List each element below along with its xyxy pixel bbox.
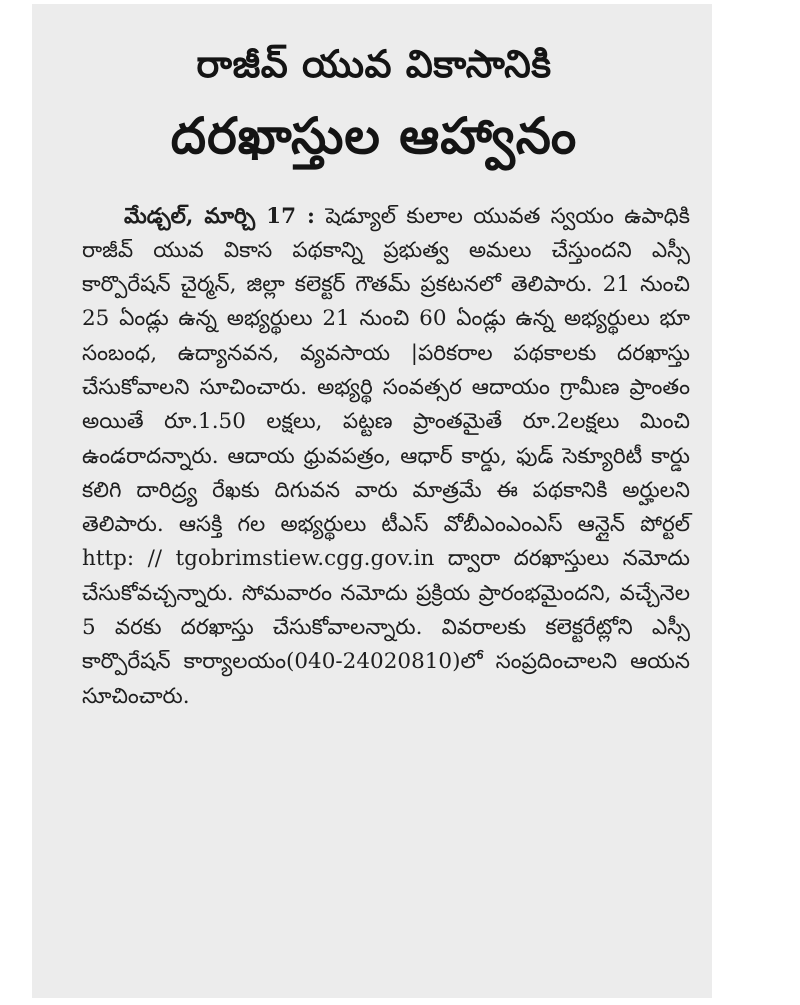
- newspaper-clipping: [32, 4, 712, 998]
- article-text: షెడ్యూల్ కులాల యువత స్వయం ఉపాధికి రాజీవ్ యువ వికాస పథకాన్ని ప్రభుత్వ అమలు చేస్తుందని ఎస్సీ కార్పొరేషన్ చైర్మన్, జిల్లా కలెక్టర్ గౌతమ్ ప్రకటనలో తెలిపారు. 21 నుంచి 25 ఏండ్లు ఉన్న అభ్యర్థులు 21 నుంచి 60 ఏండ్లు ఉన్న అభ్యర్థులు భూ సంబంధ, ఉద్యానవన, వ్యవసాయ |పరికరాల పథకాలకు దరఖాస్తు చేసుకోవాలని సూచించారు. అభ్యర్థి సంవత్సర ఆదాయం గ్రామీణ ప్రాంతం అయితే రూ.1.50 లక్షలు, పట్టణ ప్రాంతమైతే రూ.2లక్షలు మించి ఉండరాదన్నారు. ఆదాయ ధ్రువపత్రం, ఆధార్ కార్డు, ఫుడ్ సెక్యూరిటీ కార్డు కలిగి దారిద్ర్య రేఖకు దిగువన వారు మాత్రమే ఈ పథకానికి అర్హులని తెలిపారు. ఆసక్తి గల అభ్యర్థులు టీఎస్ వోబీఎంఎంఎస్ ఆన్లైన్ పోర్టల్ http: // tgobrimstiew.cgg.gov.in ద్వారా దరఖాస్తులు నమోదు చేసుకోవచ్చన్నారు. సోమవారం నమోదు ప్రక్రియ ప్రారంభమైందని, వచ్చేనెల 5 వరకు దరఖాస్తు చేసుకోవాలన్నారు. వివరాలకు కలెక్టరేట్లోని ఎస్సీ కార్పొరేషన్ కార్యాలయం(040-24020810)లో సంప్రదించాలని ఆయన సూచించారు.: [82, 203, 690, 709]
- headline-line-2: దరఖాస్తుల ఆహ్వానం: [170, 107, 578, 165]
- article-body: [82, 200, 690, 714]
- headline-line-1: రాజీవ్ యువ వికాసానికి: [196, 42, 552, 86]
- dateline: మేడ్చల్, మార్చి 17 :: [124, 203, 315, 229]
